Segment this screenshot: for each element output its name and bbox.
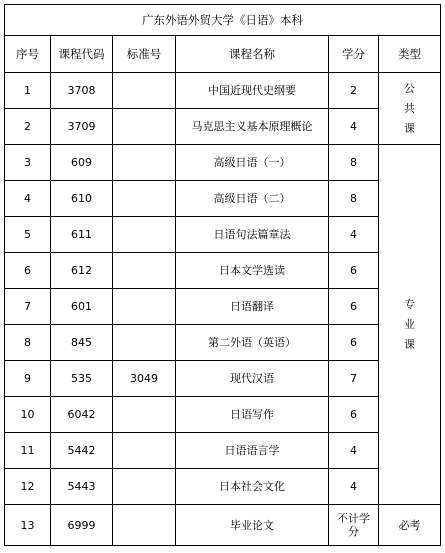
- cell-seq: 9: [5, 361, 51, 397]
- table-row: [5, 217, 441, 253]
- cell-credit: 4: [329, 109, 379, 145]
- cell-seq: 8: [5, 325, 51, 361]
- type-required: 必考: [379, 505, 441, 546]
- cell-credit: 8: [329, 145, 379, 181]
- type-major-char: 专: [404, 298, 415, 311]
- header-credit: 学分: [329, 36, 379, 73]
- cell-credit: 不计学 分: [329, 505, 379, 546]
- cell-credit: 4: [329, 469, 379, 505]
- cell-seq: 3: [5, 145, 51, 181]
- cell-seq: 5: [5, 217, 51, 253]
- cell-code: 612: [51, 253, 113, 289]
- cell-std: [113, 397, 176, 433]
- cell-seq: 7: [5, 289, 51, 325]
- table-row: [5, 289, 441, 325]
- table-row: [5, 145, 441, 181]
- cell-code: 6042: [51, 397, 113, 433]
- table-row: [5, 469, 441, 505]
- cell-std: [113, 325, 176, 361]
- cell-credit: 4: [329, 217, 379, 253]
- cell-credit: 2: [329, 73, 379, 109]
- table-row: [5, 397, 441, 433]
- cell-std: [113, 217, 176, 253]
- cell-credit: 6: [329, 325, 379, 361]
- header-row: [5, 36, 441, 73]
- header-type: 类型: [379, 36, 441, 73]
- type-major-char: 业: [404, 318, 415, 331]
- cell-code: 610: [51, 181, 113, 217]
- cell-code: 5442: [51, 433, 113, 469]
- table-row: [5, 181, 441, 217]
- cell-name: 日本文学选读: [176, 253, 329, 289]
- cell-std: [113, 73, 176, 109]
- cell-seq: 12: [5, 469, 51, 505]
- table-row: [5, 505, 441, 546]
- type-major: [379, 145, 441, 505]
- table-row: [5, 433, 441, 469]
- table-row: [5, 361, 441, 397]
- cell-credit: 4: [329, 433, 379, 469]
- cell-code: 3709: [51, 109, 113, 145]
- table-row: [5, 325, 441, 361]
- type-public-char: 课: [404, 122, 415, 135]
- cell-seq: 4: [5, 181, 51, 217]
- cell-code: 845: [51, 325, 113, 361]
- cell-code: 535: [51, 361, 113, 397]
- cell-seq: 1: [5, 73, 51, 109]
- course-table: [4, 4, 441, 546]
- cell-code: 5443: [51, 469, 113, 505]
- cell-name: 日语写作: [176, 397, 329, 433]
- cell-seq: 10: [5, 397, 51, 433]
- cell-std: [113, 109, 176, 145]
- cell-std: [113, 289, 176, 325]
- cell-code: 609: [51, 145, 113, 181]
- cell-credit: 8: [329, 181, 379, 217]
- cell-name: 日本社会文化: [176, 469, 329, 505]
- table-row: [5, 73, 441, 109]
- cell-seq: 2: [5, 109, 51, 145]
- cell-std: 3049: [113, 361, 176, 397]
- cell-std: [113, 469, 176, 505]
- type-public-char: 公: [404, 82, 415, 95]
- cell-code: 6999: [51, 505, 113, 546]
- cell-name: 日语句法篇章法: [176, 217, 329, 253]
- cell-name: 毕业论文: [176, 505, 329, 546]
- cell-std: [113, 145, 176, 181]
- cell-name: 日语翻译: [176, 289, 329, 325]
- cell-credit: 6: [329, 253, 379, 289]
- header-seq: 序号: [5, 36, 51, 73]
- cell-name: 马克思主义基本原理概论: [176, 109, 329, 145]
- header-code: 课程代码: [51, 36, 113, 73]
- cell-code: 3708: [51, 73, 113, 109]
- cell-std: [113, 253, 176, 289]
- cell-credit: 6: [329, 289, 379, 325]
- cell-std: [113, 433, 176, 469]
- table-title: 广东外语外贸大学《日语》本科: [5, 5, 441, 36]
- cell-name: 中国近现代史纲要: [176, 73, 329, 109]
- type-major-char: 课: [404, 338, 415, 351]
- cell-std: [113, 505, 176, 546]
- cell-credit: 7: [329, 361, 379, 397]
- cell-name: 现代汉语: [176, 361, 329, 397]
- cell-name: 高级日语（一）: [176, 145, 329, 181]
- cell-name: 高级日语（二）: [176, 181, 329, 217]
- type-public: [379, 73, 441, 145]
- header-std: 标准号: [113, 36, 176, 73]
- cell-seq: 11: [5, 433, 51, 469]
- cell-name: 第二外语（英语）: [176, 325, 329, 361]
- cell-credit: 6: [329, 397, 379, 433]
- cell-seq: 13: [5, 505, 51, 546]
- cell-name: 日语语言学: [176, 433, 329, 469]
- cell-code: 601: [51, 289, 113, 325]
- header-name: 课程名称: [176, 36, 329, 73]
- cell-code: 611: [51, 217, 113, 253]
- cell-std: [113, 181, 176, 217]
- cell-seq: 6: [5, 253, 51, 289]
- table-row: [5, 109, 441, 145]
- type-public-char: 共: [404, 102, 415, 115]
- table-row: [5, 253, 441, 289]
